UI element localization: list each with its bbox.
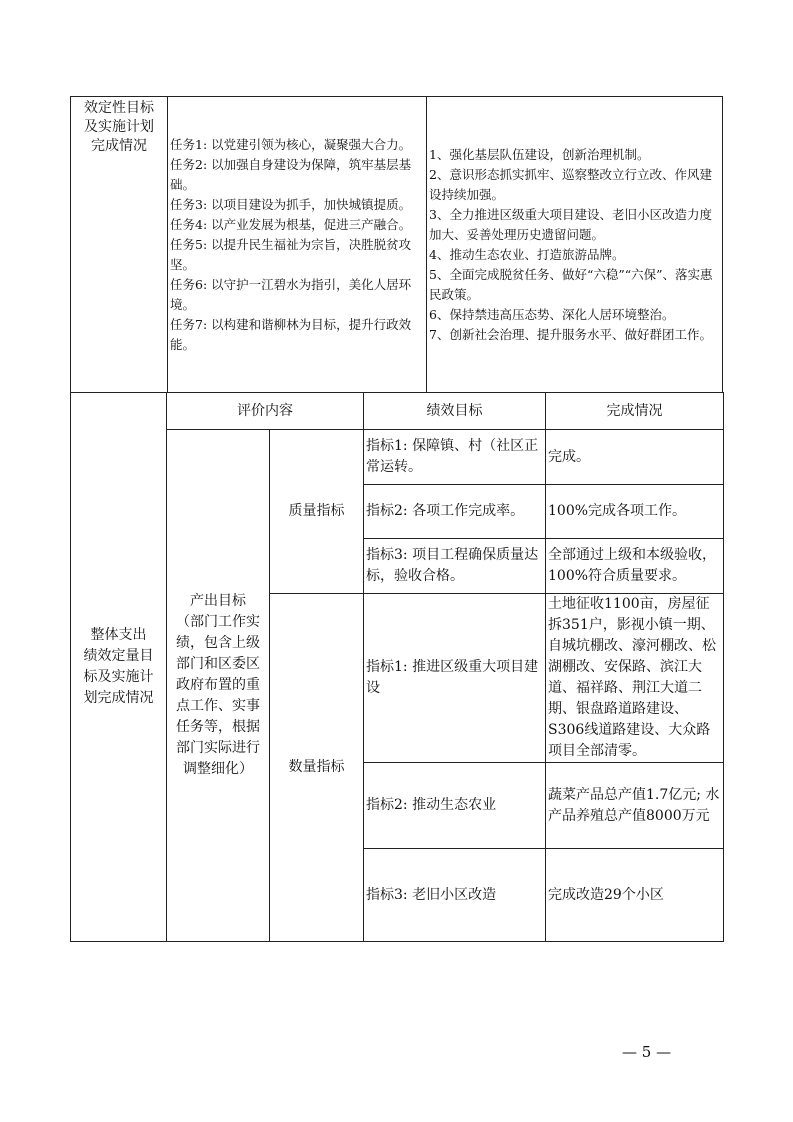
quantity-status-3: 完成改造29个小区 bbox=[546, 849, 724, 942]
quality-target-2: 指标2: 各项工作完成率。 bbox=[364, 485, 546, 539]
tasks-cell bbox=[168, 97, 427, 393]
label-line: 整体支出 bbox=[90, 627, 147, 643]
completion-item: 6、保持禁违高压态势、深化人居环境整治。 bbox=[429, 306, 675, 322]
completions-cell bbox=[427, 97, 723, 393]
completion-item: 5、全面完成脱贫任务、做好“六稳”“六保”、落实惠民政策。 bbox=[429, 266, 713, 302]
quantity-status-2: 蔬菜产品总产值1.7亿元; 水产品养殖总产值8000万元 bbox=[546, 763, 724, 849]
page-number: — 5 — bbox=[622, 1043, 672, 1061]
task-item: 任务7: 以构建和谐柳林为目标，提升行政效能。 bbox=[170, 316, 412, 352]
completion-item: 7、创新社会治理、提升服务水平、做好群团工作。 bbox=[429, 326, 712, 342]
header-target: 绩效目标 bbox=[364, 393, 546, 430]
quality-indicator-label: 质量指标 bbox=[270, 430, 364, 594]
quantity-target-3: 指标3: 老旧小区改造 bbox=[364, 849, 546, 942]
completion-item: 3、全力推进区级重大项目建设、老旧小区改造力度加大、妥善处理历史遗留问题。 bbox=[429, 206, 712, 242]
label-line: 点工作、实事 bbox=[176, 698, 260, 714]
quality-status-1: 完成。 bbox=[546, 430, 724, 485]
quantity-target-1: 指标1: 推进区级重大项目建设 bbox=[364, 594, 546, 763]
quantitative-goals-label bbox=[71, 393, 167, 942]
label-line: 绩，包含上级 bbox=[176, 635, 260, 651]
task-item: 任务3: 以项目建设为抓手，加快城镇提质。 bbox=[170, 196, 412, 212]
output-goals-label bbox=[167, 430, 270, 942]
task-item: 任务2: 以加强自身建设为保障，筑牢基层基础。 bbox=[170, 156, 412, 192]
label-line: 部门实际进行 bbox=[176, 740, 260, 756]
qualitative-goals-label bbox=[71, 97, 168, 393]
quantity-status-1: 土地征收1100亩，房屋征拆351户，影视小镇一期、自城坑棚改、濠河棚改、松湖棚改、安保路、滨江大道、福祥路、荆江大道二期、银盘路道路建设、S306线道路建设、大众路项目全部清零。 bbox=[546, 594, 724, 763]
quantitative-goals-table bbox=[70, 392, 724, 942]
label-line: 绩效定量目 bbox=[83, 648, 154, 664]
label-line: 产出目标 bbox=[190, 593, 246, 609]
quality-status-2: 100%完成各项工作。 bbox=[546, 485, 724, 539]
quality-target-1: 指标1: 保障镇、村（社区正常运转。 bbox=[364, 430, 546, 485]
task-item: 任务1: 以党建引领为核心，凝聚强大合力。 bbox=[170, 136, 412, 152]
task-item: 任务4: 以产业发展为根基，促进三产融合。 bbox=[170, 216, 412, 232]
quantity-indicator-label: 数量指标 bbox=[270, 594, 364, 942]
quality-target-3: 指标3: 项目工程确保质量达标，验收合格。 bbox=[364, 539, 546, 594]
label-line: 任务等，根据 bbox=[176, 719, 260, 735]
completion-item: 2、意识形态抓实抓牢、巡察整改立行立改、作风建设持续加强。 bbox=[429, 166, 712, 202]
task-item: 任务6: 以守护一江碧水为指引，美化人居环境。 bbox=[170, 276, 412, 312]
header-status: 完成情况 bbox=[546, 393, 724, 430]
label-line: 标及实施计 bbox=[83, 669, 154, 685]
label-line: 调整细化） bbox=[183, 761, 253, 777]
completion-item: 4、推动生态农业、打造旅游品牌。 bbox=[429, 246, 625, 262]
quality-status-3: 全部通过上级和本级验收，100%符合质量要求。 bbox=[546, 539, 724, 594]
qualitative-goals-table bbox=[70, 96, 723, 393]
quantity-target-2: 指标2: 推动生态农业 bbox=[364, 763, 546, 849]
label-line: 效定性目标 bbox=[84, 100, 154, 116]
label-line: 及实施计划 bbox=[84, 119, 154, 135]
label-line: 部门和区委区 bbox=[176, 656, 260, 672]
label-line: 完成情况 bbox=[91, 138, 147, 154]
label-line: 划完成情况 bbox=[83, 690, 154, 706]
task-item: 任务5: 以提升民生福祉为宗旨，决胜脱贫攻坚。 bbox=[170, 236, 412, 272]
label-line: （部门工作实 bbox=[176, 614, 260, 630]
label-line: 政府布置的重 bbox=[176, 677, 260, 693]
header-evaluation: 评价内容 bbox=[167, 393, 364, 430]
completion-item: 1、强化基层队伍建设，创新治理机制。 bbox=[429, 146, 650, 162]
